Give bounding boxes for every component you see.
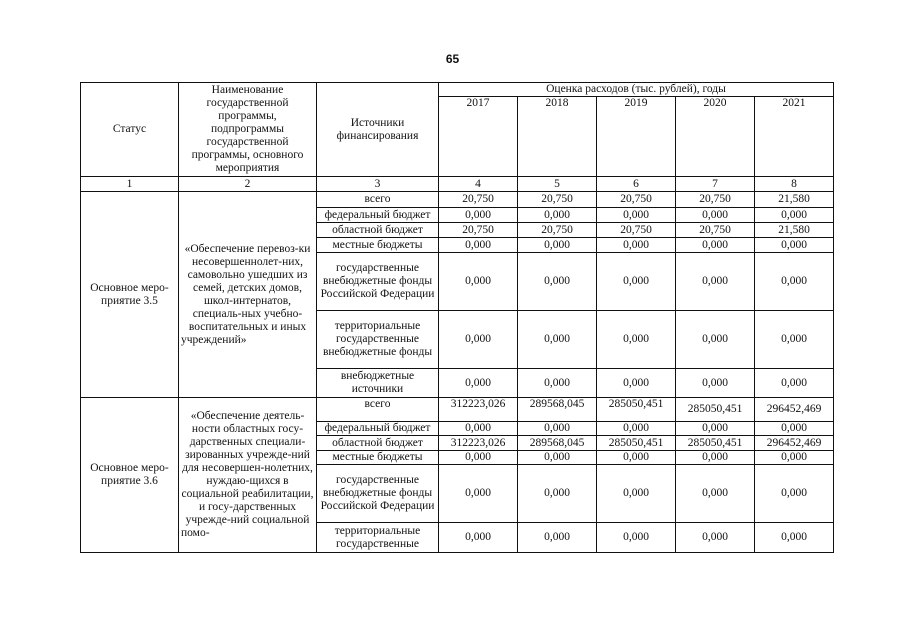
header-year: 2021	[755, 97, 834, 177]
amount-cell: 296452,469	[755, 436, 834, 451]
amount-cell: 0,000	[518, 422, 597, 436]
amount-cell: 20,750	[518, 192, 597, 208]
amount-cell: 0,000	[439, 422, 518, 436]
amount-cell: 20,750	[597, 192, 676, 208]
column-numbers-row	[81, 177, 834, 192]
funding-source: всего	[317, 398, 439, 422]
header-estimate: Оценка расходов (тыс. рублей), годы	[439, 83, 834, 97]
column-number: 7	[676, 177, 755, 192]
amount-cell: 0,000	[676, 465, 755, 523]
column-number: 2	[179, 177, 317, 192]
amount-cell: 0,000	[755, 238, 834, 253]
amount-cell: 0,000	[597, 238, 676, 253]
amount-cell: 0,000	[676, 451, 755, 465]
header-year: 2019	[597, 97, 676, 177]
amount-cell: 20,750	[597, 223, 676, 238]
amount-cell: 0,000	[676, 523, 755, 553]
amount-cell: 20,750	[676, 223, 755, 238]
funding-source: федеральный бюджет	[317, 208, 439, 223]
budget-table	[80, 82, 834, 553]
funding-source: всего	[317, 192, 439, 208]
amount-cell: 285050,451	[597, 398, 676, 422]
amount-cell: 312223,026	[439, 398, 518, 422]
funding-source: областной бюджет	[317, 223, 439, 238]
amount-cell: 21,580	[755, 223, 834, 238]
amount-cell: 312223,026	[439, 436, 518, 451]
funding-source: федеральный бюджет	[317, 422, 439, 436]
header-row	[81, 83, 834, 97]
amount-cell: 285050,451	[676, 398, 755, 422]
amount-cell: 0,000	[755, 523, 834, 553]
amount-cell: 296452,469	[755, 398, 834, 422]
amount-cell: 20,750	[676, 192, 755, 208]
amount-cell: 0,000	[676, 238, 755, 253]
amount-cell: 0,000	[439, 451, 518, 465]
funding-source: государственные внебюджетные фонды Российской Федерации	[317, 253, 439, 311]
header-program-name: Наименование государственной программы, подпрограммы государственной программы, основного мероприятия	[179, 83, 317, 177]
column-number: 4	[439, 177, 518, 192]
amount-cell: 0,000	[439, 238, 518, 253]
amount-cell: 0,000	[676, 422, 755, 436]
amount-cell: 0,000	[676, 208, 755, 223]
funding-source: местные бюджеты	[317, 238, 439, 253]
amount-cell: 20,750	[439, 192, 518, 208]
amount-cell: 0,000	[597, 465, 676, 523]
amount-cell: 0,000	[439, 465, 518, 523]
amount-cell: 0,000	[755, 311, 834, 369]
amount-cell: 0,000	[676, 311, 755, 369]
amount-cell: 0,000	[597, 422, 676, 436]
amount-cell: 285050,451	[597, 436, 676, 451]
amount-cell: 0,000	[518, 208, 597, 223]
amount-cell: 285050,451	[676, 436, 755, 451]
measure-name: «Обеспечение деятель-ности областных госу-дарственных специали-зированных учрежде-ний для несовершен-нолетних, нуждаю-щихся в социальной реабилитации, и госу-дарственных учрежде-ний социальной помо-	[179, 398, 317, 553]
funding-source: областной бюджет	[317, 436, 439, 451]
amount-cell: 289568,045	[518, 436, 597, 451]
amount-cell: 0,000	[439, 253, 518, 311]
amount-cell: 0,000	[518, 311, 597, 369]
header-status: Статус	[81, 83, 179, 177]
header-year: 2017	[439, 97, 518, 177]
funding-source: местные бюджеты	[317, 451, 439, 465]
amount-cell: 0,000	[597, 369, 676, 398]
amount-cell: 0,000	[755, 208, 834, 223]
amount-cell: 20,750	[439, 223, 518, 238]
measure-status: Основное меро-приятие 3.5	[81, 192, 179, 398]
measure-status: Основное меро-приятие 3.6	[81, 398, 179, 553]
column-number: 5	[518, 177, 597, 192]
amount-cell: 0,000	[597, 208, 676, 223]
amount-cell: 0,000	[597, 253, 676, 311]
measure-name: «Обеспечение перевоз-ки несовершеннолет-них, самовольно ушедших из семей, детских домов, школ-интернатов, специаль-ных учебно-воспитательных и иных учреждений»	[179, 192, 317, 398]
header-sources: Источники финансирования	[317, 83, 439, 177]
table-row	[81, 192, 834, 208]
header-year: 2020	[676, 97, 755, 177]
amount-cell: 0,000	[676, 369, 755, 398]
amount-cell: 0,000	[439, 369, 518, 398]
amount-cell: 0,000	[755, 451, 834, 465]
column-number: 8	[755, 177, 834, 192]
amount-cell: 0,000	[597, 451, 676, 465]
table-row	[81, 398, 834, 422]
amount-cell: 289568,045	[518, 398, 597, 422]
amount-cell: 0,000	[518, 238, 597, 253]
amount-cell: 0,000	[518, 451, 597, 465]
header-year: 2018	[518, 97, 597, 177]
amount-cell: 0,000	[518, 253, 597, 311]
column-number: 6	[597, 177, 676, 192]
amount-cell: 20,750	[518, 223, 597, 238]
column-number: 1	[81, 177, 179, 192]
amount-cell: 0,000	[439, 208, 518, 223]
funding-source: территориальные государственные	[317, 523, 439, 553]
funding-source: внебюджетные источники	[317, 369, 439, 398]
amount-cell: 0,000	[597, 311, 676, 369]
amount-cell: 0,000	[755, 369, 834, 398]
column-number: 3	[317, 177, 439, 192]
funding-source: территориальные государственные внебюджетные фонды	[317, 311, 439, 369]
amount-cell: 0,000	[518, 369, 597, 398]
amount-cell: 0,000	[518, 523, 597, 553]
amount-cell: 0,000	[439, 311, 518, 369]
amount-cell: 0,000	[597, 523, 676, 553]
amount-cell: 0,000	[755, 422, 834, 436]
amount-cell: 0,000	[518, 465, 597, 523]
amount-cell: 0,000	[439, 523, 518, 553]
page-number: 65	[445, 52, 460, 66]
amount-cell: 0,000	[676, 253, 755, 311]
amount-cell: 21,580	[755, 192, 834, 208]
funding-source: государственные внебюджетные фонды Российской Федерации	[317, 465, 439, 523]
amount-cell: 0,000	[755, 465, 834, 523]
amount-cell: 0,000	[755, 253, 834, 311]
